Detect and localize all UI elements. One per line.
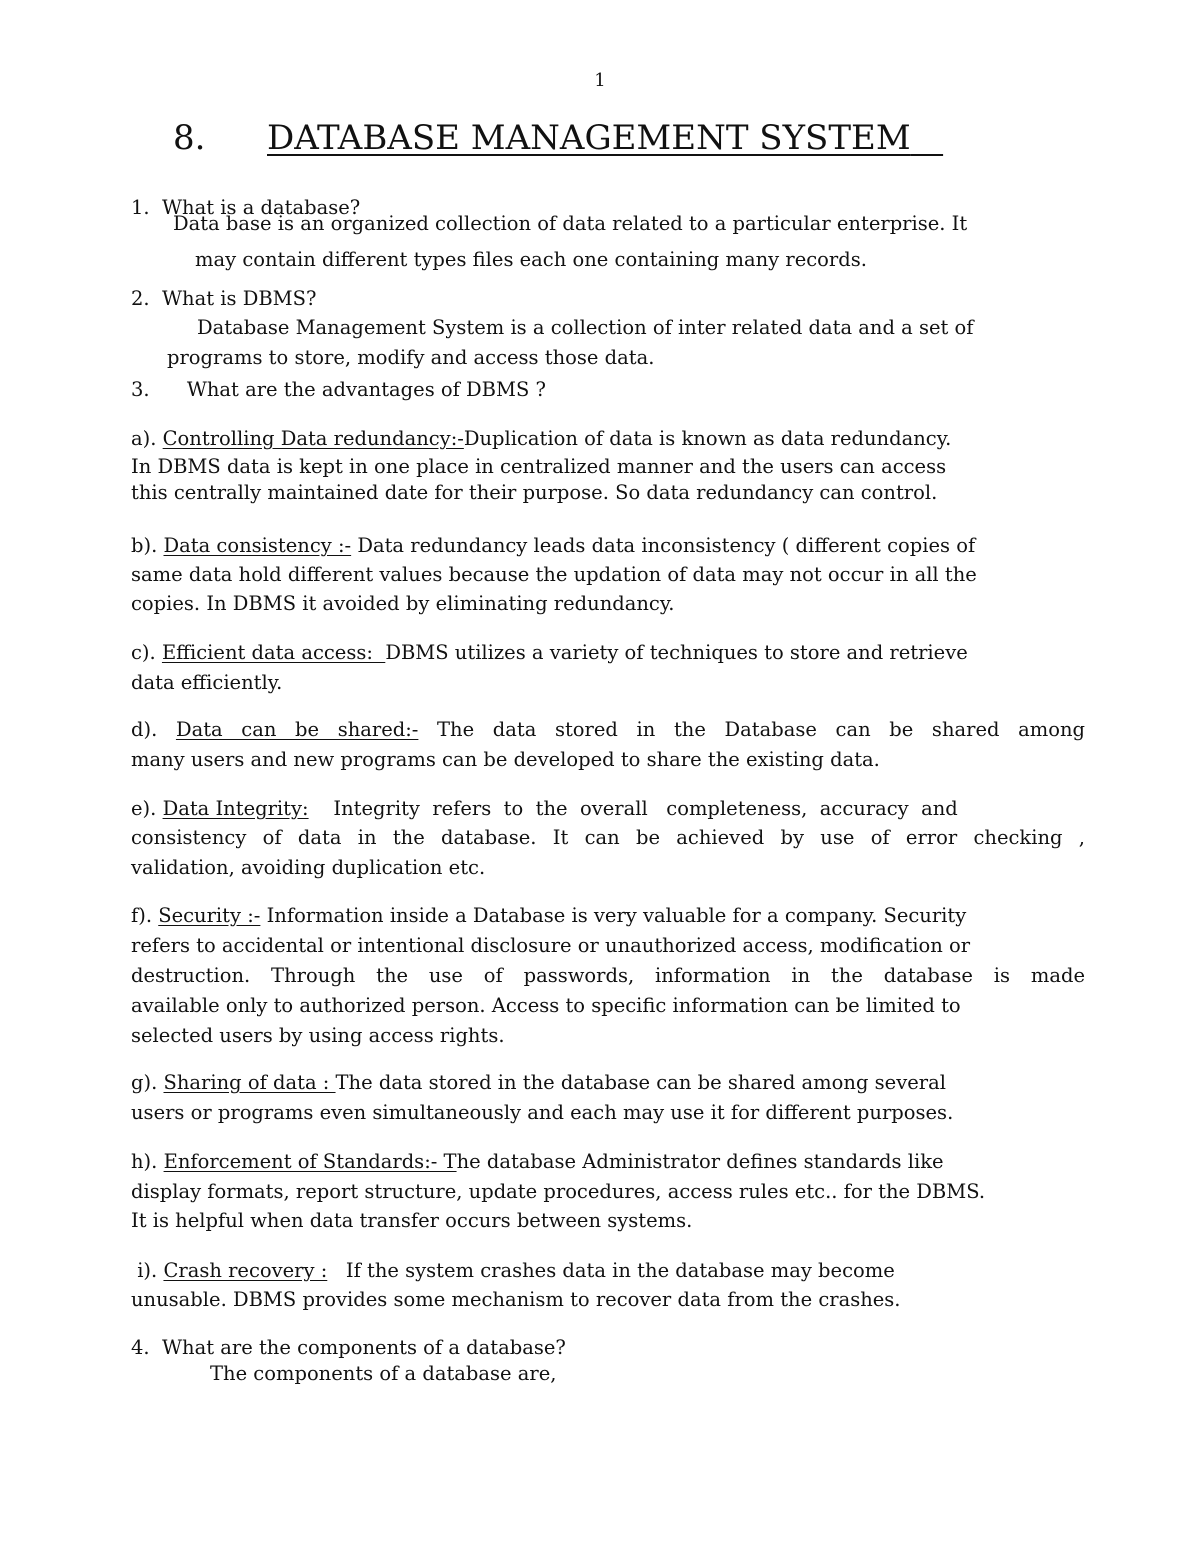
question-3 [131,380,546,400]
advantage-d-heading: Data can be shared:- [175,718,419,741]
advantage-b-heading: Data consistency :- [163,534,352,557]
question-1-number: 1. [131,196,150,219]
advantage-a-line-1: a). Controlling Data redundancy:-Duplication of data is known as data redundancy. [131,427,952,450]
advantage-h-line-1: h). Enforcement of Standards:- The database Administrator defines standards like [131,1150,944,1173]
advantage-h-line-3: It is helpful when data transfer occurs between systems. [131,1209,693,1232]
advantage-d-line-2: many users and new programs can be developed to share the existing data. [131,748,880,771]
advantage-c-heading: Efficient data access: [161,641,386,664]
advantage-i-heading: Crash recovery : [163,1259,328,1282]
advantage-f-line-5: selected users by using access rights. [131,1024,505,1047]
advantage-g-line-2: users or programs even simultaneously and each may use it for different purposes. [131,1101,954,1124]
advantage-a-line-2: In DBMS data is kept in one place in centralized manner and the users can access [131,455,947,478]
advantage-c-line-2: data efficiently. [131,671,283,694]
advantage-i-line-2: unusable. DBMS provides some mechanism to recover data from the crashes. [131,1288,901,1311]
advantage-b-line-3: copies. In DBMS it avoided by eliminating redundancy. [131,592,675,615]
advantage-c-line-1: c). Efficient data access: DBMS utilizes a variety of techniques to store and retrieve [131,641,968,664]
advantage-a-heading: Controlling Data redundancy:- [162,427,464,450]
advantage-g-heading: Sharing of data : [163,1071,336,1094]
question-3-number: 3. [131,378,150,401]
advantage-e-line-3: validation, avoiding duplication etc. [131,856,486,879]
title-underline-trail [911,118,943,158]
question-4 [131,1338,566,1358]
question-3-text: What are the advantages of DBMS ? [186,378,546,401]
answer-2-line-1: Database Management System is a collection of inter related data and a set of [197,316,974,339]
advantage-e-line-2: consistency of data in the database. It can be achieved by use of error checking , [131,826,1085,849]
question-4-number: 4. [131,1336,150,1359]
advantage-f-line-2: refers to accidental or intentional disclosure or unauthorized access, modification or [131,934,971,957]
question-2-number: 2. [131,287,150,310]
page-number: 1 [594,70,606,91]
advantage-e-line-1: e). Data Integrity: Integrity refers to the overall completeness, accuracy and [131,797,958,820]
answer-2-line-2: programs to store, modify and access those data. [167,346,655,369]
chapter-number: 8. [173,118,206,158]
question-2 [131,289,316,309]
advantage-i-line-1: i). Crash recovery : If the system crashes data in the database may become [131,1259,895,1282]
advantage-f-line-3: destruction. Through the use of passwords, information in the database is made [131,964,1085,987]
answer-1-line-2: may contain different types files each one containing many records. [195,248,867,271]
advantage-f-heading: Security :- [158,904,261,927]
advantage-h-line-2: display formats, report structure, update procedures, access rules etc.. for the DBMS. [131,1180,986,1203]
question-1-text: What is a database? [162,196,361,219]
advantage-b-line-1: b). Data consistency :- Data redundancy leads data inconsistency ( different copies of [131,534,976,557]
chapter-title-text: DATABASE MANAGEMENT SYSTEM [267,118,911,158]
advantage-e-heading: Data Integrity: [162,797,309,820]
question-4-text: What are the components of a database? [162,1336,566,1359]
advantage-b-line-2: same data hold different values because the updation of data may not occur in all the [131,563,977,586]
advantage-g-line-1: g). Sharing of data : The data stored in the database can be shared among several [131,1071,946,1094]
advantage-f-line-4: available only to authorized person. Access to specific information can be limited to [131,994,961,1017]
chapter-title [173,118,943,158]
advantage-d-line-1: d). Data can be shared:- The data stored in the Database can be shared among [131,718,1086,741]
answer-1-line-1: Data base is an organized collection of data related to a particular enterprise. It [173,212,968,235]
answer-4-line-1: The components of a database are, [210,1362,557,1385]
question-2-text: What is DBMS? [162,287,317,310]
advantage-f-line-1: f). Security :- Information inside a Database is very valuable for a company. Security [131,904,967,927]
advantage-a-line-3: this centrally maintained date for their purpose. So data redundancy can control. [131,481,938,504]
advantage-h-heading: Enforcement of Standards:- T [163,1150,457,1173]
